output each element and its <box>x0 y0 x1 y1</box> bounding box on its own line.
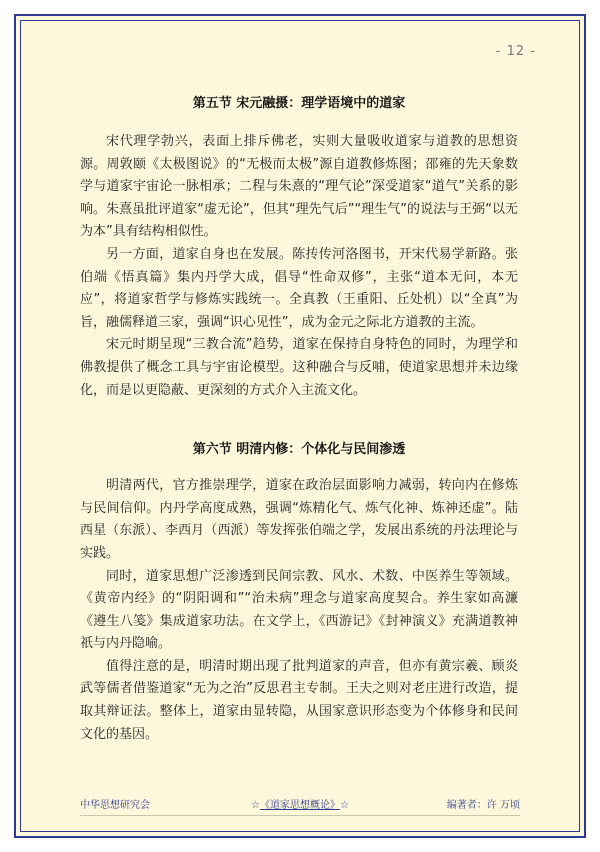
footer-book-link[interactable]: 《道家思想概论》 <box>260 800 340 811</box>
section-5-title: 第五节 宋元融摄：理学语境中的道家 <box>192 96 406 111</box>
section-6-title: 第六节 明清内修：个体化与民间渗透 <box>192 442 406 458</box>
section-6-paragraph-2: 同时，道家思想广泛渗透到民间宗教、风水、术数、中医养生等领域。《黄帝内经》的“阴阳调和”“治未病”理念与道家高度契合。养生家如高濂《遵生八笺》集成道家功法。在文学上，《西游记》《封神演义》充满道教神祇与内丹隐喻。 <box>80 568 518 652</box>
section-6-paragraph-1: 明清两代，官方推崇理学，道家在政治层面影响力减弱，转向内在修炼与民间信仰。内丹学高度成熟，强调“炼精化气、炼气化神、炼神还虚”。陆西星（东派）、李西月（西派）等发挥张伯端之学，发展出系统的丹法理论与实践。 <box>80 478 518 561</box>
footer-star-left: ☆ <box>251 800 260 811</box>
section-5-paragraph-1: 宋代理学勃兴，表面上排斥佛老，实则大量吸收道家与道教的思想资源。周敦颐《太极图说》的“无极而太极”源自道教修炼图；邵雍的先天象数学与道家宇宙论一脉相承；二程与朱熹的“理气论”深受道家“道气”关系的影响。朱熹虽批评道家“虚无论”，但其“理先气后”“理生气”的说法与王弼“以无为本”具有结构相似性。 <box>80 134 518 240</box>
section-5-paragraph-3: 宋元时期呈现“三教合流”趋势，道家在保持自身特色的同时，为理学和佛教提供了概念工具与宇宙论模型。这种融合与反哺，使道家思想并未边缘化，而是以更隐蔽、更深刻的方式介入主流文化。 <box>80 337 518 398</box>
section-5-paragraph-2: 另一方面，道家自身也在发展。陈抟传河洛图书，开宋代易学新路。张伯端《悟真篇》集内丹学大成，倡导“性命双修”，主张“道本无问，本无应”，将道家哲学与修炼实践统一。全真教（王重阳、丘处机）以“全真”为旨，融儒释道三家，强调“识心见性”，成为金元之际北方道教的主流。 <box>80 246 518 330</box>
footer-star-right: ☆ <box>340 800 349 811</box>
footer-divider <box>80 815 520 816</box>
page-content <box>80 92 518 746</box>
page-number: - 12 - <box>495 44 536 59</box>
footer-publisher: 中华思想研究会 <box>80 800 150 811</box>
footer-author: 编著者：许 万顷 <box>446 800 520 811</box>
section-6-paragraph-3: 值得注意的是，明清时期出现了批判道家的声音，但亦有黄宗羲、顾炎武等儒者借鉴道家“无为之治”反思君主专制。王夫之则对老庄进行改造，提取其辩证法。整体上，道家由显转隐，从国家意识形态变为个体修身和民间文化的基因。 <box>80 658 518 742</box>
